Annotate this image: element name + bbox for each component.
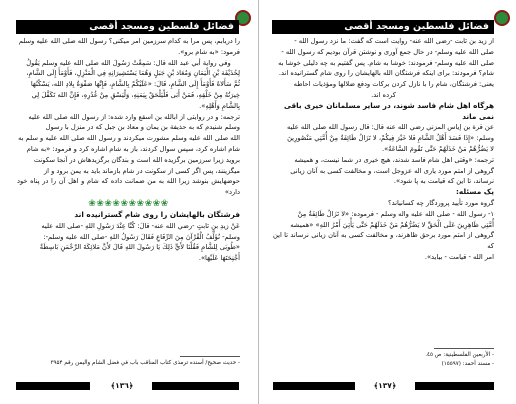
- footnotes: [273, 351, 494, 369]
- text-line: امر الله - قیامت - بیاید».: [424, 252, 494, 261]
- text-line: الله صلی الله علیه وسلم مشورت میکردند و رسول الله صلی الله علیه و سلم به: [18, 134, 240, 143]
- footer-bar: [415, 382, 494, 390]
- text-line: لِحُذَيْفَة بْنِ الْيَمَانِ وَمُعَاذ بْنِ جَبَلٍ وَهُمَا يَسْتَشِيرَانِهِ فِي الْمَنْزِلِ، فَأَوْمَأَ إِلَى الشَّامِ،: [26, 69, 240, 78]
- footer-bar: [16, 382, 90, 390]
- text-line: ترجمه: «وقتی اهل شام فاسد شدند، هیچ خیری در شما نیست، و همیشه: [294, 155, 494, 164]
- text-line: شام؟ فرمودند: برای اینکه فرشتگان الله بالهایشان را روی شام گسترانیده اند.: [278, 69, 494, 78]
- text-line: وسلم: «إِذَا فَسَدَ أَهْلُ الشَّامِ فَلا خَيْرَ فِيكُمْ، لا تَزَالُ طَائِفَةٌ مِنْ أُمَّتِي مَنْصُورِينَ: [287, 134, 494, 143]
- page-number: ﴿١٣٦﴾: [110, 381, 134, 390]
- page-header-title: فضائل فلسطین ومسجد أقصی: [272, 20, 494, 34]
- text-line: صلی الله علیه وسلم- فرمودند: خوشا به شام. پس گفتیم به چه دلیلی خوشا به: [278, 58, 494, 67]
- text-line: از زید بن ثابت -رضی الله عنه- روایت است که گفت: ما نزد رسول الله -: [294, 37, 494, 45]
- text-line: عن قرة بن إياس المزني رضي الله عنه قال: قال رسول الله صلى الله عليه: [286, 123, 494, 132]
- text-line: وسلم- نُؤَلِّفُ الْقُرْآنَ مِنَ الرِّقَاعِ فَقَالَ رَسُولُ اللهِ -صلى الله عليه وسلم-:: [43, 232, 240, 241]
- text-line: را دریابم، پس مرا به کدام سرزمین امر میکنی؟ رسول الله صلی الله علیه وسلم: [18, 37, 240, 45]
- text-line: گروه مورد تأیید پروردگار چه کسانیاند؟: [388, 198, 494, 207]
- text-line: یعنی: فرشتگان، شام را با نازل کردن برکات ودفع ضلالها ومؤذیات احاطه: [293, 80, 494, 89]
- text-line: فرمود: «به شام برو».: [178, 47, 240, 56]
- text-line: ترجمه: و در روایتی از ابالله بن اسقع وارد شده: از رسول الله صلی الله علیه: [28, 112, 240, 121]
- page-content: [273, 36, 494, 263]
- footnote: - حدیث صحیح/ أسنده ترمذی کتاب المناقب باب في فضل الشام واليمن رقم ۳۹۵۴: [50, 360, 240, 366]
- text-line: «طُوبَى لِلشَّامِ فَقُلْنَا لأَيٍّ ذَلِكَ يَا رَسُولَ اللهِ قَالَ لأَنَّ مَلائِكَةَ الرَّحْمَنِ بَاسِطَةٌ: [39, 243, 240, 252]
- flower-divider-icon: ❀❀❀❀❀❀❀❀❀❀: [88, 198, 169, 209]
- page-content: [17, 36, 240, 264]
- footnote-divider: [434, 348, 494, 349]
- text-line: وسلم شنیدم که به حذیفة بن یمان و معاذ بن جبل که در منزل با رسول: [45, 123, 240, 132]
- text-line: عَنْ زيدِ بنِ ثابتٍ -رضي الله عنه- قالَ: كُنَّا عِنْدَ رَسُولِ اللهِ -صلى الله عليه: [41, 221, 240, 230]
- footnote: - مسند أحمد: (١٥٥٩٧): [441, 361, 494, 367]
- text-line: خِيرَتُهُ مِنْ خَلْقِهِ، فَمَنْ أَبَى فَلْيَلْحَقْ بِيَمَنِهِ، وَلْيَسْقِ مِنْ غُدُرِهِ، فَإِنَّ الله تَكَفَّلَ لِي: [31, 90, 240, 99]
- text-line: وفي رواية أبي عبد الله قال: سَمِعْتُ رَسُولَ الله صلى الله عليه وسلم يَقُولُ: [26, 58, 231, 67]
- text-line: أَجْنِحَتَهَا عَلَيْهَا».: [198, 254, 240, 263]
- page-number: ﴿١٣٧﴾: [373, 381, 397, 390]
- flower-ornament-icon: [494, 10, 510, 26]
- right-page: [258, 0, 516, 404]
- text-line: کرده اند.: [371, 90, 396, 99]
- text-line: گروهی از امتم مورد برحق ظاهرند، و مخالفت کسی به آنان زیانی نرساند تا این که: [273, 231, 494, 251]
- text-line: لا يَضُرُّهُمْ مَنْ خَذَلَهُمْ حَتَّى تَقُومَ السَّاعَةُ».: [381, 144, 494, 153]
- footnote-divider: [180, 356, 240, 357]
- text-line: شام اشاره کرد، سپس سوال کردند، باز به شام اشاره کرد و فرمود: «به شام: [26, 144, 240, 153]
- page-header-title: فضائل فلسطین ومسجد أقصی: [16, 20, 239, 34]
- text-line: نرساند، تا این که قیامت به پا شود».: [393, 177, 494, 186]
- section-heading: یک مسئله:: [456, 187, 494, 197]
- text-line: حوضهایش بنوشد زیرا الله به من ضمانت داده که شام و اهل آن را در پناه خود دارد»: [17, 177, 240, 197]
- text-line: بروید زیرا سرزمین برگزیده الله است و بندگان برگزیدهاش در آنجا سکونت: [33, 155, 240, 164]
- text-line: ۱- رسول الله - صلی الله علیه واله وسلم - فرموده: «لا تَزَالُ طَائِفَةٌ مِنْ: [297, 209, 494, 218]
- text-line: صلی الله علیه وسلم- در حال جمع آوری و نوشتن قرآن بودیم که رسول الله -: [281, 47, 494, 56]
- text-line: میگزینند، پس اگر کسی از سکونت در شام بازماند باید به یمن برود و از: [43, 166, 240, 175]
- text-line: ثُمَّ سَأَلاهُ فَأَوْمَأَ إِلَى الشَّامِ، قَالَ: «عَلَيْكُمْ بِالشَّامِ، فَإِنَّهَا صَفْوَةُ بِلادِ الله، يَسْكُنُهَا: [30, 80, 240, 89]
- section-heading: هرگاه اهل شام فاسد شوند، در سایر مسلمانان خیری باقی نمی ماند: [284, 100, 494, 121]
- section-heading: فرشتگان بالهایشان را روی شام گسترانیده اند: [74, 209, 240, 219]
- text-line: أُمَّتِي ظَاهِرِينَ عَلَى الْحَقِّ لا يَضُرُّهُمْ مَنْ خَذَلَهُمْ حَتَّى يَأْتِيَ أَمْرُ اللهِ» «همیشه: [290, 220, 494, 229]
- footer-bar: [273, 382, 355, 390]
- footer-bar: [152, 382, 239, 390]
- text-line: گروهی از امتم مورد یاری اله عزوجل است، و مخالفت کسی به آنان زیانی: [290, 166, 494, 175]
- text-line: بِالشَّامِ وَأَهْلِهِ».: [199, 101, 240, 110]
- footnote: - الأربعين الفلسطينية: ص ٤٥.: [425, 352, 494, 358]
